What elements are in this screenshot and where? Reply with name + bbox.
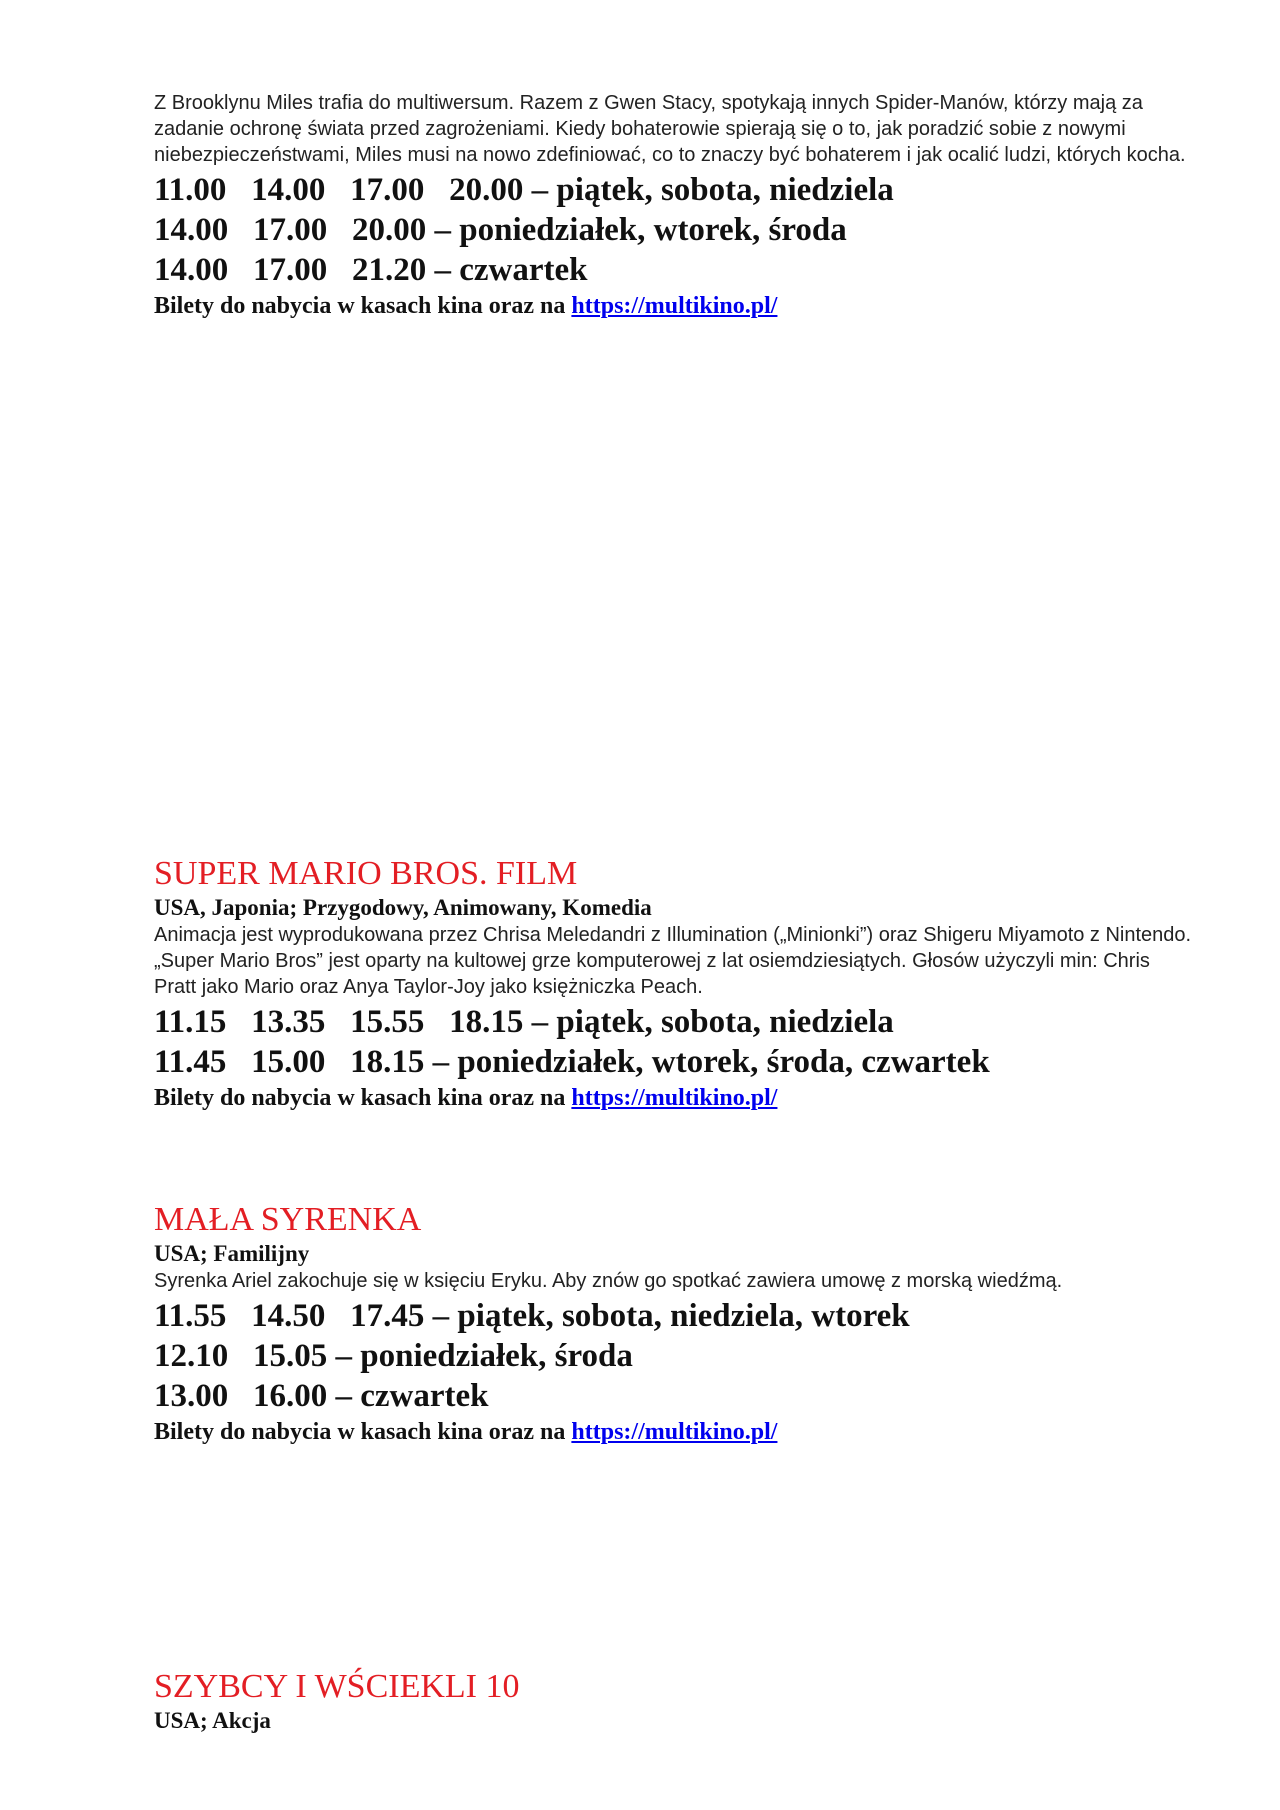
showtime-line: 12.10 15.05 – poniedziałek, środa bbox=[154, 1338, 633, 1374]
movie-mala-syrenka bbox=[154, 1200, 1194, 1448]
movie-meta: USA, Japonia; Przygodowy, Animowany, Komedia bbox=[154, 895, 652, 920]
movie-description: Z Brooklynu Miles trafia do multiwersum. Razem z Gwen Stacy, spotykają innych Spider-Manów, którzy mają za zadanie ochronę świata przed zagrożeniami. Kiedy bohaterowie spierają się o to, jak poradzić sobie z nowymi niebezpieczeństwami, Miles musi na nowo zdefiniować, co to znaczy być bohaterem i jak ocalić ludzi, których kocha. bbox=[154, 92, 1186, 166]
tickets-info bbox=[154, 1416, 1194, 1448]
movie-meta: USA; Akcja bbox=[154, 1708, 271, 1733]
movie-super-mario bbox=[154, 854, 1194, 1114]
movie-title: MAŁA SYRENKA bbox=[154, 1201, 422, 1238]
showtime-line: 11.55 14.50 17.45 – piątek, sobota, niedziela, wtorek bbox=[154, 1298, 910, 1334]
tickets-link[interactable]: https://multikino.pl/ bbox=[571, 293, 778, 319]
showtime-line: 14.00 17.00 20.00 – poniedziałek, wtorek, środa bbox=[154, 212, 847, 248]
movie-meta: USA; Familijny bbox=[154, 1241, 310, 1266]
showtime-line: 13.00 16.00 – czwartek bbox=[154, 1378, 489, 1414]
tickets-text: Bilety do nabycia w kasach kina oraz na bbox=[154, 1419, 572, 1445]
tickets-text: Bilety do nabycia w kasach kina oraz na bbox=[154, 1085, 572, 1111]
showtime-line: 11.45 15.00 18.15 – poniedziałek, wtorek, środa, czwartek bbox=[154, 1044, 990, 1080]
tickets-info bbox=[154, 290, 1194, 322]
showtime-line: 11.00 14.00 17.00 20.00 – piątek, sobota, niedziela bbox=[154, 172, 894, 208]
tickets-link[interactable]: https://multikino.pl/ bbox=[571, 1419, 778, 1445]
showtime-line: 11.15 13.35 15.55 18.15 – piątek, sobota, niedziela bbox=[154, 1004, 894, 1040]
movie-szybcy-i-wsciekli bbox=[154, 1667, 1194, 1735]
movie-title: SUPER MARIO BROS. FILM bbox=[154, 855, 578, 892]
tickets-info bbox=[154, 1082, 1194, 1114]
movie-description: Animacja jest wyprodukowana przez Chrisa Meledandri z Illumination („Minionki”) oraz Shigeru Miyamoto z Nintendo. „Super Mario Bros” jest oparty na kultowej grze komputerowej z lat osiemdziesiątych. Głosów użyczyli min: Chris Pratt jako Mario oraz Anya Taylor-Joy jako księżniczka Peach. bbox=[154, 924, 1192, 998]
tickets-link[interactable]: https://multikino.pl/ bbox=[571, 1085, 778, 1111]
tickets-text: Bilety do nabycia w kasach kina oraz na bbox=[154, 293, 572, 319]
movie-title: SZYBCY I WŚCIEKLI 10 bbox=[154, 1668, 520, 1705]
movie-spiderman bbox=[154, 90, 1194, 322]
showtime-line: 14.00 17.00 21.20 – czwartek bbox=[154, 252, 588, 288]
movie-description: Syrenka Ariel zakochuje się w księciu Eryku. Aby znów go spotkać zawiera umowę z morską wiedźmą. bbox=[154, 1270, 1063, 1292]
